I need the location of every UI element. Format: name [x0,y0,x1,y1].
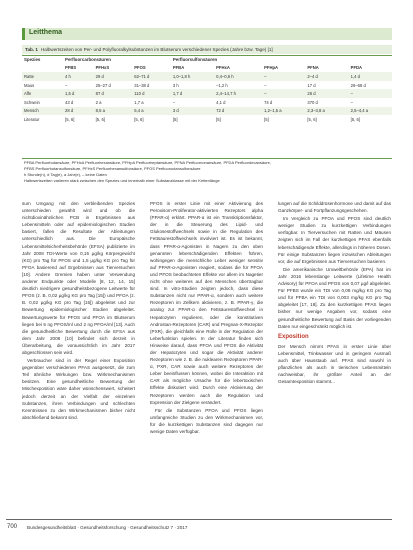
paragraph: Die amerikanische Umweltbehörde (EPA) hat im Jahr 2016 lebenslange Leitwerte (Lifetime Health Advisory) für PFOA und PFOS von 0,07 µg/l abgeleitet. Für PFBS wurde ein TDI von 0,08 mg/kg KG pro Tag und für PFBA ein TDI von 0,003 mg/kg KG pro Tag abgeleitet [17, 18]. Zu den kurzkettigen PFAS liegen bisher nur wenige Angaben vor, sodass eine gesundheitliche Bewertung auf Basis der vorliegenden Daten nur eingeschränkt möglich ist. [278,266,391,329]
table-cell: [5, 6] [65,116,75,122]
table-cell: Affe [22,89,63,98]
table-cell: – [262,89,305,98]
table-cell: 1,7 d [171,89,214,98]
table-cell: 0,4–0,6 h [214,72,262,81]
table-cell: – [350,99,353,105]
text-column-3 [278,200,391,512]
table-cell: 1,4 d [349,72,392,81]
table-cell: 62–71 d [132,72,171,81]
column-header: PFBA [172,65,185,71]
table-cell: 4,1 d [216,99,226,105]
table-cell: [5] [172,116,178,122]
paragraph: lungen auf die Schilddrüsenhormone und damit auf das Ganzkörper- und Fortpflanzungsgeschehen. [278,201,391,214]
column-header: PFNA [307,65,319,71]
table-cell: 26 d [305,89,348,98]
table-cell: 110 d [132,89,171,98]
table-row [22,89,392,98]
page-footer [0,519,413,550]
table-cell: 26–68 d [350,82,366,88]
table-row [22,72,392,81]
table-row [22,81,392,90]
table-note: PFBS Perfluorbutansulfonsäure, PFHxS Perfluorhexansulfonsäure, PFOS Perfluoroctansulfonsäure [24,166,201,171]
table-cell: 1,0–1,8 h [171,72,214,81]
paragraph: Der Mensch nimmt PFAS in erster Linie über Lebensmittel, Trinkwasser und in geringem Ausmaß auch über Hausstaub auf. PFAS sind sowohl in pflanzlichen als auch in tierischen Lebensmitteln nachweisbar, ihr größter Anteil an der Gesamtexposition stammt... [278,343,391,385]
table-cell: Schwein [24,99,40,105]
table-cell: 28 d [63,107,94,116]
table-cell: 1,7 a [134,99,144,105]
table-cell: 2,3–3,8 a [305,107,348,116]
table-cell: 3 h [172,82,179,88]
column-header: PFOS [134,65,146,71]
table-cell: 31–38 d [134,82,150,88]
table-cell: 2,4–14,7 h [214,89,262,98]
column-header: PFHxS [95,65,110,71]
table-cell: [5, 6] [307,116,317,122]
table-cell: 25–27 d [95,82,111,88]
text-column-2 [150,200,263,512]
table-cell: – [262,72,305,81]
table-row [22,98,392,107]
table-cell: [5] [216,116,221,122]
table-cell: 5,4 a [132,107,171,116]
table-cell: [5, 6] [350,116,360,122]
halflife-table [22,55,392,124]
table-cell: Ratte [22,72,63,81]
exposure-heading: Exposition [278,333,309,340]
paragraph: Im Vergleich zu PFOA und PFOS sind deutlich weniger Studien zu kurzkettigen Verbindungen verfügbar. In Tierversuchen mit Ratten und Mäusen zeigten sich im Fall der kurzkettigen PFAS ebenfalls leberschädigende Effekte, allerdings in höheren Dosen. Für einige Substanzen liegen inzwischen Ableitungen vor, die auf Ergebnissen aus Tierversuchen basieren. [278,216,391,264]
paragraph: sum Umgang mit den verbleibenden Spezies unterschieden gewählt wird und ob die nichtdioxinähnlichen PCB in Ergebnissen aus Lebensmitteln oder auf epidemiologischen Studien basiert, fallen die Resultate der Ableitungen unterschiedlich aus. Die Europäische Lebensmittelsicherheitsbehörde (EFSA) publizierte im Jahr 2008 TDI-Werte von 0,15 µg/kg Körpergewicht (KG) pro Tag für PFOS und 1,5 µg/kg KG pro Tag für PFOA basierend auf Ergebnissen aus Tierversuchen [10]. Andere Gremien haben unter Verwendung anderer Endpunkte oder Modelle [8, 12, 14, 15] deutlich niedrigere gesundheitsbezogene Leitwerte für PFOS (z. B. 0,02 µg/kg KG pro Tag [15]) und PFOA (z. B. 0,02 µg/kg KG pro Tag [15]) abgeleitet und zur Bewertung epidemiologischer Studien abgeleitet. Bewertungswerte für PFOS und PFOA im Blutserum liegen bei 5 ng PFOS/ml und 2 ng PFOA/ml [13]. Auch die gesundheitliche Bewertung durch die EFSA aus dem Jahr 2008 [10] befindet sich derzeit in Überarbeitung, die voraussichtlich im Jahr 2017 abgeschlossen sein wird. [22,201,135,355]
table-group-header-row [22,55,392,64]
table-cell: 2–4 d [305,72,348,81]
column-header [22,64,63,73]
table-cell: [5, 6] [95,116,105,122]
table-cell: – [65,82,68,88]
table-notes [24,160,390,184]
paragraph: PFOS in erster Linie mit einer Aktivierung des Peroxisom-Proliferator-aktivierten Rezeptors alpha (PPAR-α) erklärt. PPAR-α ist ein Transkriptionsfaktor, der in die Steuerung des Lipid- und Glukosestoffwechsels sowie in die Regulation des Fettsäurestoffwechsels involviert ist. Es ist bekannt, dass PPAR-α-Agonisten in Nagern zu den oben genannten leberschädigenden Effekten führen, wohingegen die menschliche Leber weniger sensitiv auf PPAR-α-Agonisten reagiert, sodass die für PFOA und PFOS beobachteten Effekte vor allem im Nagetier nicht ohne weiteres auf den Menschen übertragbar sind. In vitro-Studien zeigten jedoch, dass diese Substanzen nicht nur PPAR-α, sondern auch weitere Rezeptoren im Zellkern aktivieren, z. B. PPAR-γ, die analog zur PPAR-α den Fettsäurestoffwechsel in Hepatozyten regulieren, oder die konstitutiven Androstan-Rezeptoren (CAR) und Pregnan-X-Rezeptor (PXR), die gleichfalls eine Rolle in der Regulation der Leberfunktion spielen. In der Literatur finden sich Hinweise darauf, dass PFOA und PFOS die Aktivität der Hepatozyten und sogar die Aktivität anderer Rezeptoren wie z. B. die nuklearen Rezeptoren PPAR-α, PXR, CAR sowie auch weitere Rezeptoren der Leber beeinflussen können, wobei die Interaktion mit CAR als mögliche Ursache für die lebertoxischen Effekte diskutiert wird. Durch eine Aktivierung der Rezeptoren werden auch die Regulation und Expression der Zielgene verändert. [150,201,263,405]
table-cell: 72 d [214,107,262,116]
table-cell: [5] [264,116,269,122]
table-row [22,107,392,116]
journal-citation: Bundesgesundheitsblatt · Gesundheitsforschung · Gesundheitsschutz 7 · 2017 [27,525,188,530]
table-cell: 3 d [171,107,214,116]
table-cell: [5, 6] [134,116,144,122]
table-cell: 43 d [65,99,74,105]
table-cell: Literatur [24,116,40,122]
paragraph: Verbraucher sind in der Regel einer Exposition gegenüber verschiedenen PFAS ausgesetzt, die zum Teil ähnliche Wirkungen bzw. Wirkmechanismen besitzen. Eine gesundheitliche Bewertung der Mischexposition wäre daher wünschenswert, scheitert jedoch derzeit an der Vielfalt der einzelnen Substanzen, ihren Verbindungen und schlechten Kenntnissen zu den Wirkmechanismen bisher nicht abschließend bekannt sind. [22,358,135,420]
table-cell: – [172,99,176,105]
table-cell: Maus [24,82,35,88]
column-header: PFHxA [216,65,230,71]
column-header: PFBS [65,65,77,71]
footer-rule [6,519,392,520]
table-cell: 4 h [63,72,94,81]
table-cell: 74 d [264,99,273,105]
table-cell: 8,5 a [94,107,133,116]
table-note: h Stunde(n), d Tag(e), a Jahr(e), – keine Daten [24,172,107,177]
table-cell: 2,5–4,4 a [349,107,392,116]
article-body [22,200,392,512]
table-cell: 2 a [95,99,102,105]
table-note: PFBA Perfluorbutansäure, PFHxA Perfluorhexansäure, PFHpA Perfluorheptansäure, PFNA Perfluornonansäure, PFDA Perfluordecansäure, [24,160,272,165]
column-header: PFHpA [264,65,279,71]
table-caption [22,45,392,54]
page-number: 700 [7,524,18,530]
table-row [22,115,392,124]
table-cell: 1,5 d [63,89,94,98]
section-header [22,28,392,40]
paragraph: Für die Substanzen PFOA und PFOS liegen umfangreiche Studien zu den Wirkmechanismen vor, für die kurzkettigen Substanzen sind dagegen nur wenige Daten verfügbar. [150,407,263,434]
table-cell: 17 d [307,82,316,88]
text-column-1 [22,200,135,512]
table-caption-text: Halbwertszeiten von Per- und Polyfluoralkylsubstanzen im Blutserum verschiedener Spezies (Jahre bzw. Tage) [1] [40,47,273,52]
table-cell: 87 d [94,89,133,98]
table-cell: –1,2 h [216,82,228,88]
table-cell: – [264,82,267,88]
group-header-carboxylic: Perfluorcarbonsäuren [65,56,111,62]
table-cell: Mensch [22,107,63,116]
group-header-species: Spezies [24,56,41,62]
table-cell: 1,2–1,5 a [262,107,305,116]
section-title: Leitthema [29,29,63,36]
table-column-header-row [22,64,392,73]
table-cell: 370 d [307,99,318,105]
column-header: PFDA [350,65,363,71]
table-cell: 29 d [94,72,133,81]
table-cell: – [349,89,392,98]
table-caption-label: Tab. 1 [25,47,38,52]
table-bottom-rule [22,158,392,159]
table-note: Halbwertszeiten variieren stark zwischen den Spezies und innerhalb einer Substanzklasse mit der Kettenlänge [24,178,220,183]
group-header-sulfonic: Perfluorsulfonsäuren [172,56,218,62]
